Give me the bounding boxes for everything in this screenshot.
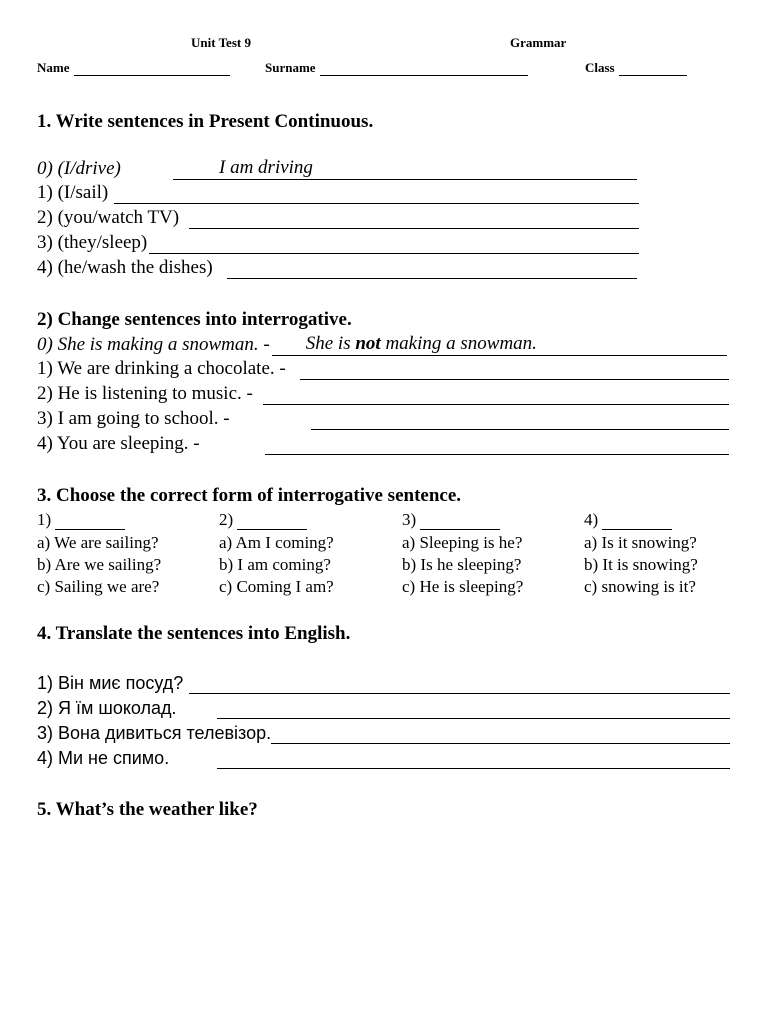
section2-example xyxy=(37,333,727,356)
section3-answer-2[interactable]: 2) xyxy=(219,510,307,530)
class-label: Class xyxy=(585,60,615,75)
section4-item-prompt: 3) Вона дивиться телевізор. xyxy=(37,723,272,743)
section3-answer-3[interactable]: 3) xyxy=(402,510,500,530)
section1-example-answer: I am driving xyxy=(219,157,313,178)
section2-item xyxy=(37,383,729,405)
section4-item xyxy=(37,748,730,769)
section3-option[interactable]: b) I am coming? xyxy=(219,555,331,574)
section3-answer-1[interactable]: 1) xyxy=(37,510,125,530)
answer-blank[interactable] xyxy=(420,515,500,530)
subject-label: Grammar xyxy=(510,35,567,50)
answer-blank[interactable] xyxy=(55,515,125,530)
section4-item xyxy=(37,673,730,694)
answer-line[interactable] xyxy=(263,388,729,405)
name-field[interactable] xyxy=(37,60,230,76)
section2-item xyxy=(37,433,729,455)
section2-example-prompt: 0) She is making a snowman. - xyxy=(37,334,270,355)
section1-item xyxy=(37,257,637,279)
section1-item xyxy=(37,232,639,254)
section3-option[interactable]: c) snowing is it? xyxy=(584,577,696,596)
answer-line[interactable] xyxy=(271,727,730,744)
answer-line[interactable] xyxy=(114,187,639,204)
section4-item-prompt: 4) Ми не спимо. xyxy=(37,748,170,768)
section2-item xyxy=(37,358,729,380)
surname-blank[interactable] xyxy=(320,65,528,76)
answer-line[interactable] xyxy=(311,413,729,430)
answer-blank[interactable] xyxy=(602,515,672,530)
section1-item-prompt: 1) (I/sail) xyxy=(37,182,109,203)
section4-title: 4. Translate the sentences into English. xyxy=(37,623,351,644)
section1-item xyxy=(37,182,639,204)
section3-title: 3. Choose the correct form of interrogative sentence. xyxy=(37,485,462,506)
unit-test-label: Unit Test 9 xyxy=(191,35,251,50)
section4-item xyxy=(37,723,730,744)
section3-option[interactable]: a) Is it snowing? xyxy=(584,533,697,552)
section2-title: 2) Change sentences into interrogative. xyxy=(37,309,352,330)
section1-example xyxy=(37,157,637,180)
surname-field[interactable] xyxy=(265,60,528,76)
section1-item-prompt: 2) (you/watch TV) xyxy=(37,207,180,228)
answer-line[interactable] xyxy=(265,438,729,455)
section3-option[interactable]: a) We are sailing? xyxy=(37,533,159,552)
class-field[interactable] xyxy=(585,60,687,76)
name-label: Name xyxy=(37,60,70,75)
class-blank[interactable] xyxy=(619,65,687,76)
section3-option[interactable]: b) Is he sleeping? xyxy=(402,555,522,574)
section1-example-prompt: 0) (I/drive) xyxy=(37,158,121,179)
answer-line[interactable] xyxy=(217,752,730,769)
section3-option[interactable]: c) Sailing we are? xyxy=(37,577,160,596)
section4-item xyxy=(37,698,730,719)
section1-item-prompt: 4) (he/wash the dishes) xyxy=(37,257,213,278)
answer-line[interactable] xyxy=(217,702,730,719)
answer-line[interactable] xyxy=(189,212,639,229)
section4-item-prompt: 2) Я їм шоколад. xyxy=(37,698,177,718)
section3-option[interactable]: b) It is snowing? xyxy=(584,555,698,574)
answer-line[interactable] xyxy=(227,262,637,279)
section2-example-answer: She is not making a snowman. xyxy=(305,333,537,354)
section1-item-prompt: 3) (they/sleep) xyxy=(37,232,148,253)
answer-line[interactable] xyxy=(189,677,730,694)
section1-item xyxy=(37,207,639,229)
section3-option[interactable]: a) Am I coming? xyxy=(219,533,334,552)
section4-item-prompt: 1) Він миє посуд? xyxy=(37,673,184,693)
name-blank[interactable] xyxy=(74,65,230,76)
answer-line[interactable] xyxy=(149,237,639,254)
section3-option[interactable]: c) He is sleeping? xyxy=(402,577,524,596)
section2-item-prompt: 1) We are drinking a chocolate. - xyxy=(37,358,286,379)
answer-blank[interactable] xyxy=(237,515,307,530)
section2-item xyxy=(37,408,729,430)
section3-option[interactable]: c) Coming I am? xyxy=(219,577,334,596)
section3-option[interactable]: a) Sleeping is he? xyxy=(402,533,523,552)
surname-label: Surname xyxy=(265,60,316,75)
section2-item-prompt: 4) You are sleeping. - xyxy=(37,433,200,454)
section3-answer-4[interactable]: 4) xyxy=(584,510,672,530)
section3-option[interactable]: b) Are we sailing? xyxy=(37,555,162,574)
section2-item-prompt: 2) He is listening to music. - xyxy=(37,383,253,404)
section5-title: 5. What’s the weather like? xyxy=(37,799,258,820)
section2-item-prompt: 3) I am going to school. - xyxy=(37,408,230,429)
answer-line[interactable] xyxy=(300,363,729,380)
section1-title: 1. Write sentences in Present Continuous. xyxy=(37,111,374,132)
